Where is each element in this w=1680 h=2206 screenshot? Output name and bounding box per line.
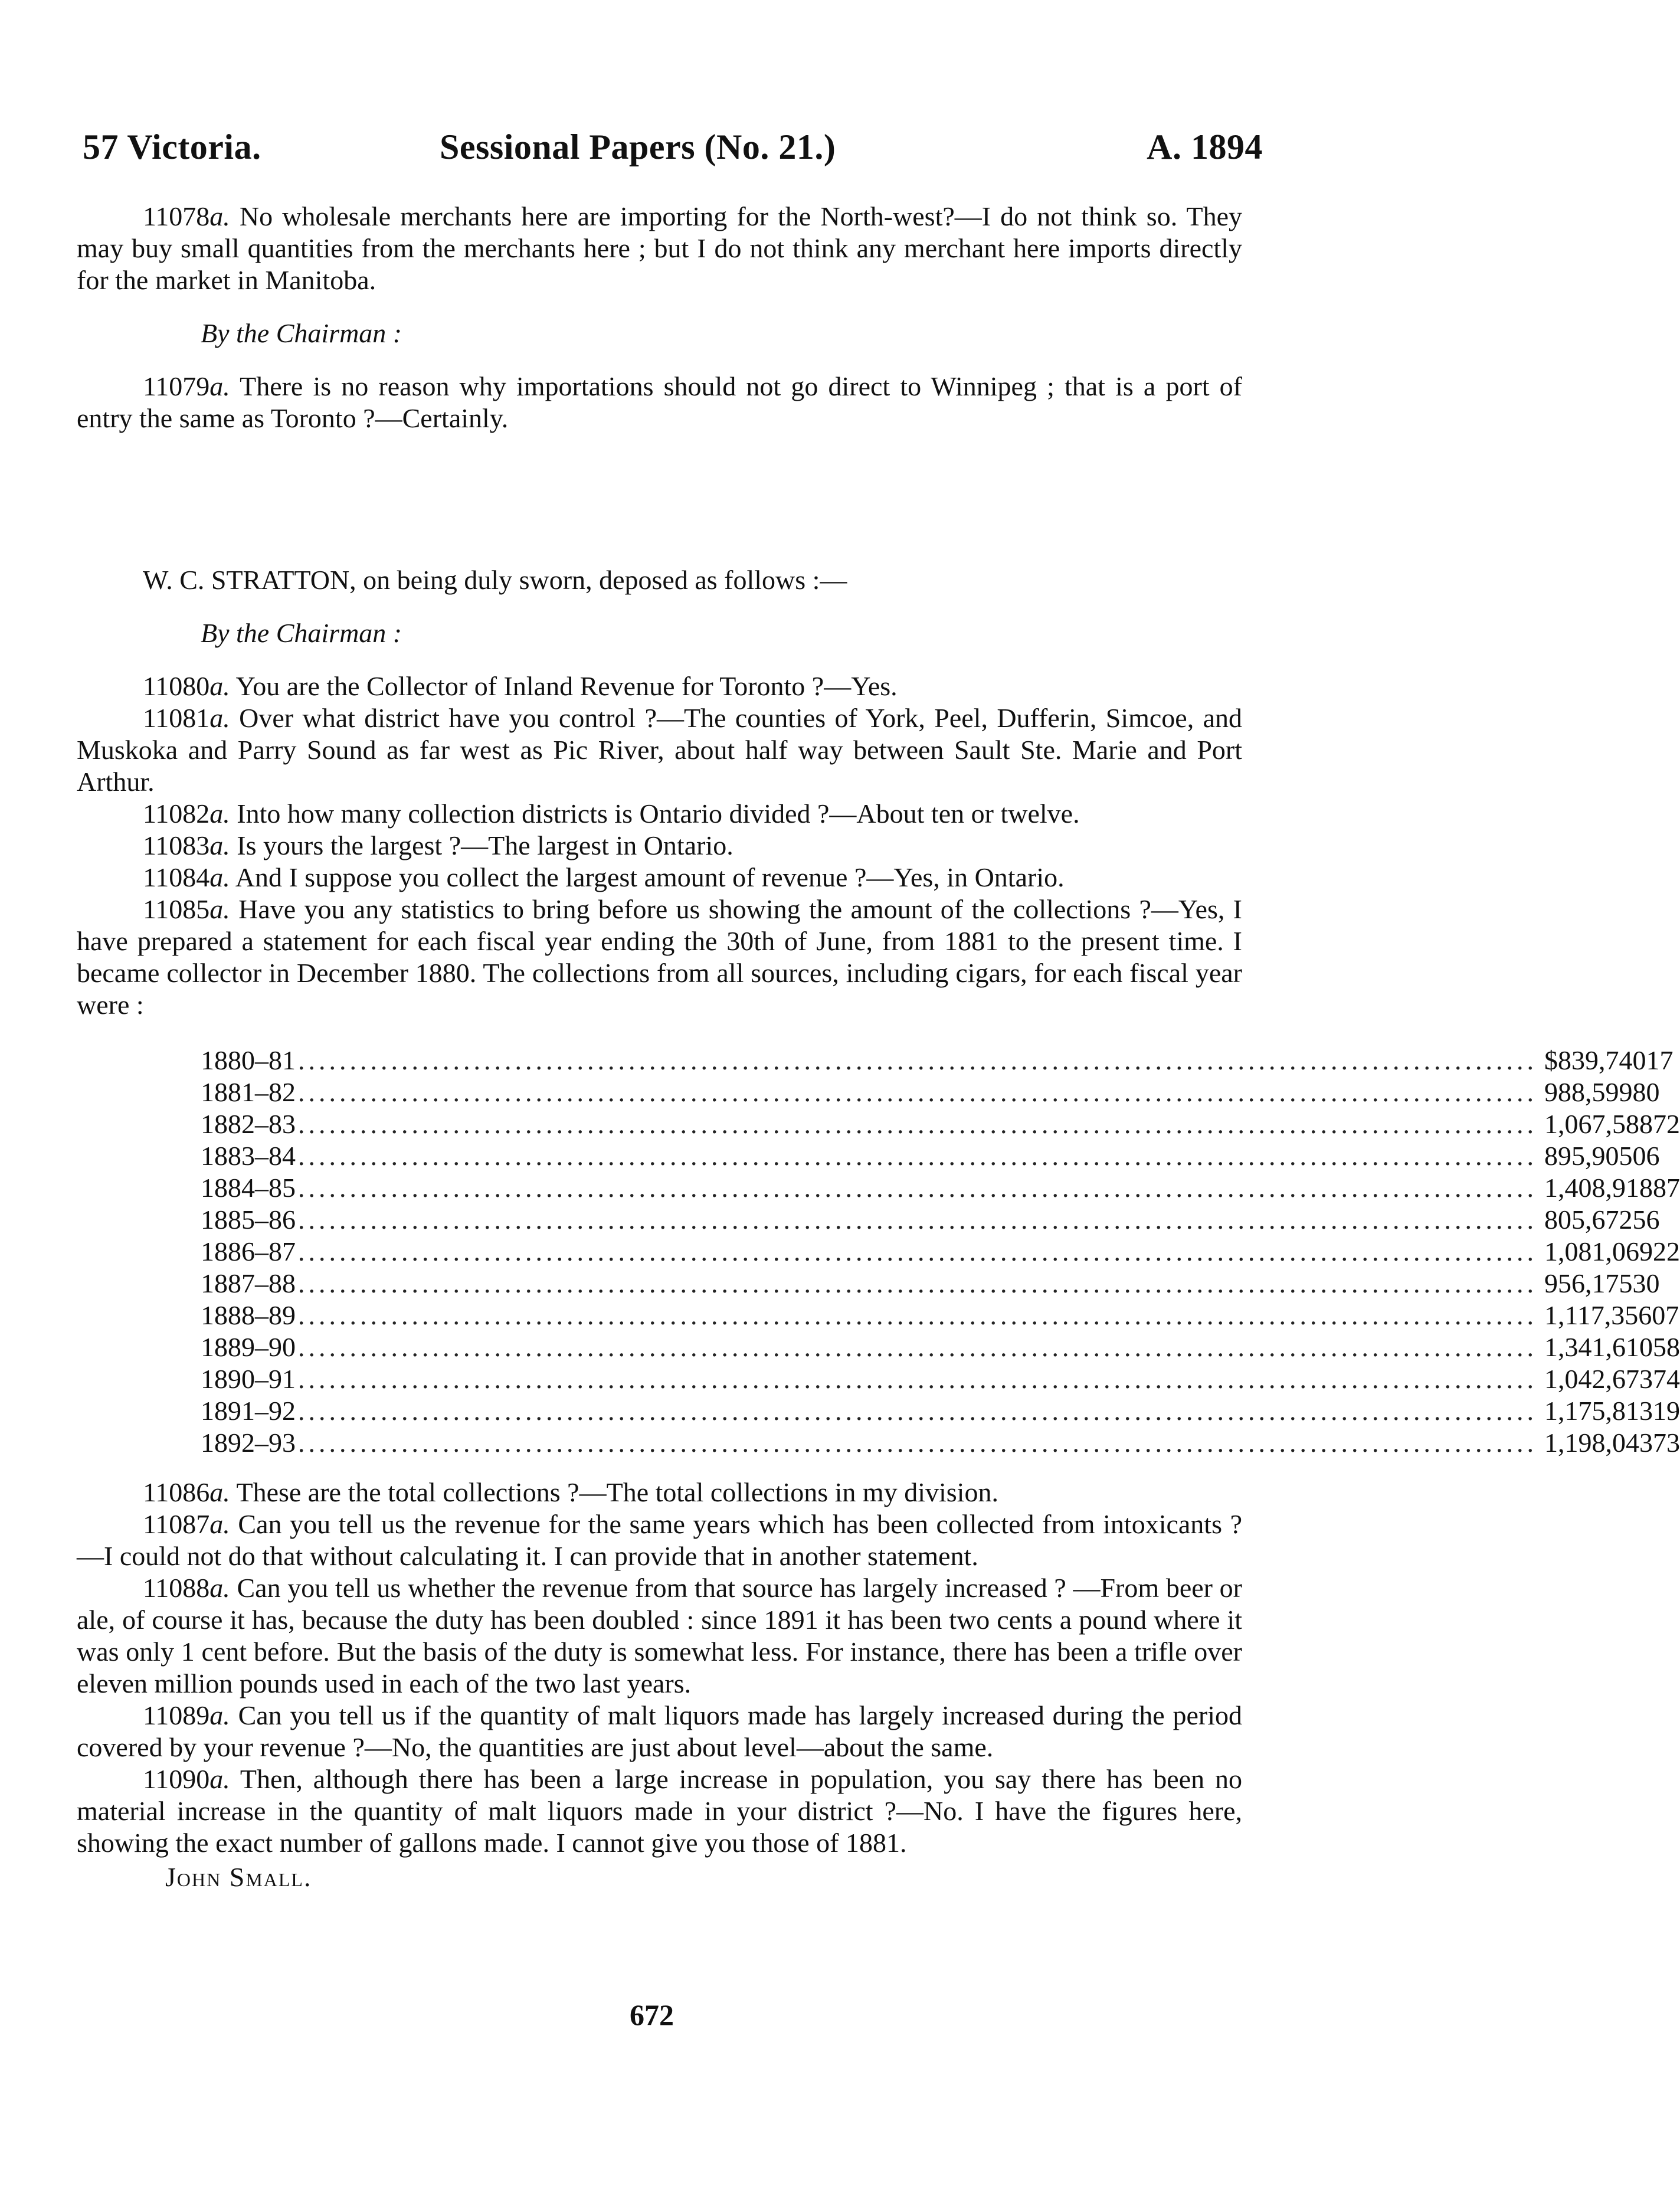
table-row [201,1395,1680,1427]
question-paragraph [77,1477,1242,1508]
cents: 72 [1653,1109,1680,1139]
cents: 07 [1652,1300,1679,1330]
cents: 06 [1632,1141,1660,1171]
question-paragraph [77,830,1242,862]
table-row [201,1300,1679,1331]
question-text: Have you any statistics to bring before us showing the amount of the collections ?—Yes, I have prepared a statement for each fiscal year ending the 30th of June, from 1881 to the present time. I became collector in December 1880. The collections from all sources, including cigars, for each fiscal year were : [77,894,1242,1020]
cents: 19 [1653,1396,1680,1426]
cents: 74 [1653,1364,1680,1394]
document-body [77,201,1680,1893]
question-text: Is yours the largest ?—The largest in Ontario. [230,830,733,860]
question-text: No wholesale merchants here are importing for the North-west?—I do not think so. They may buy small quantities from the merchants here ; but I do not think any merchant here imports directly for the market in Manitoba. [77,201,1242,295]
question-paragraph [77,798,1242,830]
fiscal-year: 1885–86 [201,1205,296,1235]
amount: 805,672 [1544,1205,1633,1235]
amount: 839,740 [1558,1045,1646,1075]
table-row [201,1268,1660,1300]
amount: 1,042,673 [1544,1364,1653,1394]
question-paragraph [77,1700,1242,1763]
question-text: You are the Collector of Inland Revenue for Toronto ?—Yes. [230,671,898,701]
question-number: 11079a. [143,371,230,401]
leader-dots: ........................................................................................................................ [298,1428,1537,1458]
cents: 30 [1632,1268,1660,1298]
collections-table [201,1045,1680,1459]
question-number: 11084a. [143,862,230,892]
leader-dots: ........................................................................................................................ [298,1141,1537,1171]
question-paragraph [77,670,1242,702]
question-paragraph [77,1763,1242,1859]
question-number: 11086a. [143,1477,230,1507]
leader-dots: ........................................................................................................................ [298,1396,1537,1426]
table-row [201,1108,1680,1140]
paragraph-group-end [77,1477,1242,1859]
fiscal-year: 1886–87 [201,1236,296,1266]
question-number: 11082a. [143,798,230,829]
question-number: 11085a. [143,894,230,924]
cents: 73 [1653,1428,1680,1458]
question-text: There is no reason why importations should not go direct to Winnipeg ; that is a port of entry the same as Toronto ?—Certainly. [77,371,1242,433]
question-paragraph [77,1572,1242,1700]
question-number: 11083a. [143,830,230,860]
question-paragraph [77,893,1242,1021]
fiscal-year: 1883–84 [201,1141,296,1171]
amount: 1,198,043 [1544,1428,1653,1458]
amount: 956,175 [1544,1268,1633,1298]
question-number: 11089a. [143,1700,230,1730]
question-number: 11080a. [143,671,230,701]
cents: 56 [1632,1205,1660,1235]
dollar-sign: $ [1544,1045,1558,1075]
amount: 988,599 [1544,1077,1633,1107]
amount: 1,408,918 [1544,1173,1653,1203]
paragraph-group-top [77,201,1242,296]
question-paragraph [77,201,1242,296]
table-row [201,1140,1660,1172]
leader-dots: ........................................................................................................................ [298,1300,1537,1330]
question-text: And I suppose you collect the largest amount of revenue ?—Yes, in Ontario. [230,862,1065,892]
table-row [201,1076,1660,1108]
leader-dots: ........................................................................................................................ [298,1173,1537,1203]
amount: 1,341,610 [1544,1332,1653,1362]
paragraph-group-mid [77,371,1242,434]
question-paragraph [77,371,1242,434]
table-row [201,1427,1680,1459]
cents: 58 [1653,1332,1680,1362]
question-text: Then, although there has been a large increase in population, you say there has been no material increase in the quantity of malt liquors made in your district ?—No. I have the figures here, showing the exact number of gallons made. I cannot give you those of 1881. [77,1764,1242,1858]
question-text: Can you tell us if the quantity of malt liquors made has largely increased during the period covered by your revenue ?—No, the quantities are just about level—about the same. [77,1700,1242,1762]
cents: 80 [1632,1077,1660,1107]
fiscal-year: 1889–90 [201,1332,296,1362]
leader-dots: ........................................................................................................................ [298,1109,1537,1139]
question-number: 11087a. [143,1509,230,1539]
blank-space [77,434,1242,564]
leader-dots: ........................................................................................................................ [298,1077,1537,1107]
signature: John Small. [165,1862,312,1892]
table-row [201,1045,1674,1076]
header-session: 57 Victoria. [83,127,261,166]
question-number: 11081a. [143,703,230,733]
fiscal-year: 1892–93 [201,1428,296,1458]
leader-dots: ........................................................................................................................ [298,1268,1537,1298]
amount: 1,175,813 [1544,1396,1653,1426]
fiscal-year: 1891–92 [201,1396,296,1426]
cents: 87 [1653,1173,1680,1203]
table-row [201,1331,1680,1363]
sworn-statement: W. C. STRATTON, on being duly sworn, deposed as follows :— [143,565,847,595]
fiscal-year: 1890–91 [201,1364,296,1394]
amount: 1,067,588 [1544,1109,1653,1139]
question-text: Can you tell us whether the revenue from that source has largely increased ? —From beer or ale, of course it has, because the duty has been doubled : since 1891 it has been two cents a pound where it was only 1 cent before. But the basis of the duty is somewhat less. For instance, there has been a trifle over eleven million pounds used in each of the two last years. [77,1573,1242,1698]
question-text: Can you tell us the revenue for the same years which has been collected from intoxicants ?—I could not do that without calculating it. I can provide that in another statement. [77,1509,1242,1571]
question-text: Over what district have you control ?—The counties of York, Peel, Dufferin, Simcoe, and Muskoka and Parry Sound as far west as Pic River, about half way between Sault Ste. Marie and Port Arthur. [77,703,1242,797]
amount: 1,081,069 [1544,1236,1653,1266]
leader-dots: ........................................................................................................................ [298,1332,1537,1362]
question-number: 11088a. [143,1573,230,1603]
page-number: 672 [630,1998,674,2031]
chairman-label-2: By the Chairman : [201,618,402,648]
question-number: 11090a. [143,1764,230,1794]
question-text: These are the total collections ?—The total collections in my division. [230,1477,998,1507]
leader-dots: ........................................................................................................................ [298,1236,1537,1266]
question-paragraph [77,1508,1242,1572]
page-header [83,127,1263,180]
table-row [201,1204,1660,1236]
cents: 17 [1646,1045,1674,1075]
leader-dots: ........................................................................................................................ [298,1364,1537,1394]
fiscal-year: 1884–85 [201,1173,296,1203]
header-year: A. 1894 [1147,127,1263,166]
leader-dots: ........................................................................................................................ [298,1205,1537,1235]
question-paragraph [77,862,1242,893]
amount: 1,117,356 [1544,1300,1652,1330]
amount: 895,905 [1544,1141,1633,1171]
leader-dots: ........................................................................................................................ [298,1045,1537,1075]
table-row [201,1363,1680,1395]
table-row [201,1172,1680,1204]
fiscal-year: 1881–82 [201,1077,296,1107]
header-title: Sessional Papers (No. 21.) [440,127,836,166]
table-row [201,1236,1680,1268]
fiscal-year: 1887–88 [201,1268,296,1298]
paragraph-group-main [77,670,1242,1021]
fiscal-year: 1888–89 [201,1300,296,1330]
chairman-label: By the Chairman : [201,318,402,348]
cents: 22 [1653,1236,1680,1266]
fiscal-year: 1882–83 [201,1109,296,1139]
fiscal-year: 1880–81 [201,1045,296,1075]
question-paragraph [77,702,1242,798]
question-number: 11078a. [143,201,230,231]
question-text: Into how many collection districts is Ontario divided ?—About ten or twelve. [230,798,1080,829]
